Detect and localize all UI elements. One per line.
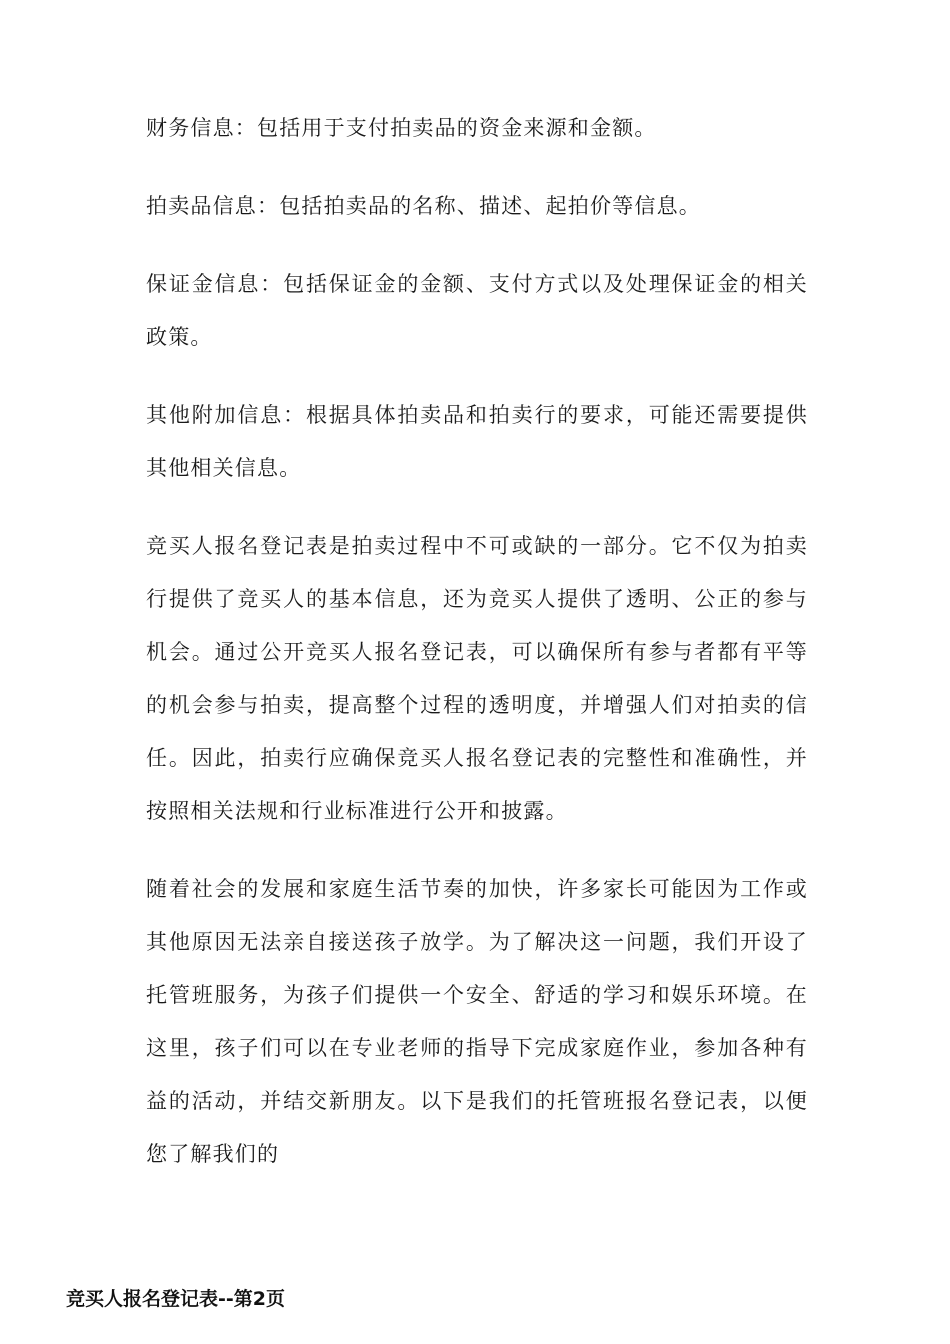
paragraph-additional-info: 其他附加信息：根据具体拍卖品和拍卖行的要求，可能还需要提供其他相关信息。 (146, 403, 808, 480)
paragraph-financial-info: 财务信息：包括用于支付拍卖品的资金来源和金额。 (146, 116, 657, 140)
paragraph-registration-importance: 竞买人报名登记表是拍卖过程中不可或缺的一部分。它不仅为拍卖行提供了竞买人的基本信息，还为竞买人提供了透明、公正的参与机会。通过公开竞买人报名登记表，可以确保所有参与者都有平等的机会参与拍卖，提高整个过程的透明度，并增强人们对拍卖的信任。因此，拍卖行应确保竞买人报名登记表的完整性和准确性，并按照相关法规和行业标准进行公开和披露。 (146, 534, 808, 823)
paragraph-lot-info: 拍卖品信息：包括拍卖品的名称、描述、起拍价等信息。 (146, 194, 701, 218)
document-body (146, 102, 808, 1206)
page-footer: 竞买人报名登记表--第2页 (66, 1288, 285, 1310)
paragraph-after-school-care: 随着社会的发展和家庭生活节奏的加快，许多家长可能因为工作或其他原因无法亲自接送孩子放学。为了解决这一问题，我们开设了托管班服务，为孩子们提供一个安全、舒适的学习和娱乐环境。在这里，孩子们可以在专业老师的指导下完成家庭作业，参加各种有益的活动，并结交新朋友。以下是我们的托管班报名登记表，以便您了解我们的 (146, 877, 808, 1166)
paragraph-deposit-info: 保证金信息：包括保证金的金额、支付方式以及处理保证金的相关政策。 (146, 272, 808, 349)
